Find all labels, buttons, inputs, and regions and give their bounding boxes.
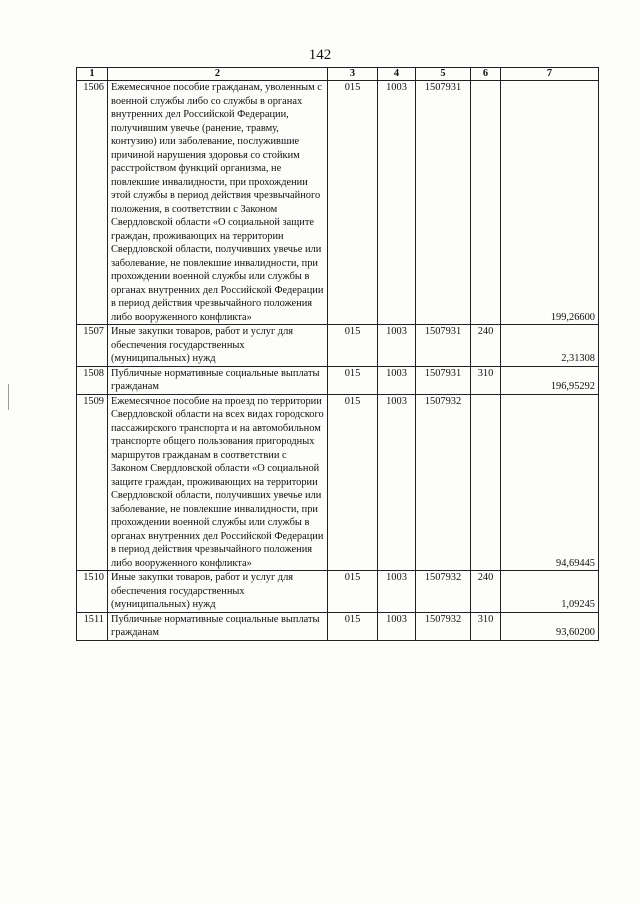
header-cell: 2 [108, 68, 328, 81]
row-code: 1511 [77, 612, 108, 640]
row-col4: 1003 [378, 366, 416, 394]
row-amount: 196,95292 [501, 366, 599, 394]
row-name: Иные закупки товаров, работ и услуг для обеспечения государственных (муниципальных) нужд [108, 571, 328, 613]
row-col3: 015 [328, 81, 378, 325]
header-cell: 4 [378, 68, 416, 81]
row-code: 1508 [77, 366, 108, 394]
row-col4: 1003 [378, 571, 416, 613]
row-code: 1507 [77, 325, 108, 367]
row-col6: 310 [471, 612, 501, 640]
table-row [77, 394, 599, 571]
row-col3: 015 [328, 571, 378, 613]
row-col6: 240 [471, 571, 501, 613]
row-code: 1506 [77, 81, 108, 325]
row-code: 1510 [77, 571, 108, 613]
row-amount: 1,09245 [501, 571, 599, 613]
row-col4: 1003 [378, 612, 416, 640]
row-name: Иные закупки товаров, работ и услуг для обеспечения государственных (муниципальных) нужд [108, 325, 328, 367]
table-row [77, 366, 599, 394]
row-col4: 1003 [378, 394, 416, 571]
row-col3: 015 [328, 394, 378, 571]
row-amount: 2,31308 [501, 325, 599, 367]
row-name: Ежемесячное пособие на проезд по территории Свердловской области на всех видах городского пассажирского транспорта и на автомобильном транспорте общего пользования пригородных маршрутов гражданам в соответствии с Законом Свердловской области «О социальной защите граждан, проживающих на территории Свердловской области, получивших увечье или заболевание, не повлекшие инвалидности, при прохождении военной службы или службы в органах внутренних дел Российской Федерации в период действия чрезвычайного положения либо вооруженного конфликта» [108, 394, 328, 571]
row-col3: 015 [328, 612, 378, 640]
row-code: 1509 [77, 394, 108, 571]
row-col4: 1003 [378, 325, 416, 367]
page-number: 142 [308, 47, 332, 63]
row-col5: 1507932 [416, 571, 471, 613]
header-row [77, 68, 599, 81]
row-name: Публичные нормативные социальные выплаты гражданам [108, 612, 328, 640]
row-name: Ежемесячное пособие гражданам, уволенным с военной службы либо со службы в органах внутренних дел Российской Федерации, получившим увечье (ранение, травму, контузию) или заболевание, послужившие причиной нарушения здоровья со стойким расстройством функций организма, не повлекшие инвалидности, при прохождении этой службы в период действия чрезвычайного положения, в соответствии с Законом Свердловской области «О социальной защите граждан, проживающих на территории Свердловской области, получивших увечье или заболевание, не повлекшие инвалидности, при прохождении военной службы или службы в органах внутренних дел Российской Федерации в период действия чрезвычайного положения либо вооруженного конфликта» [108, 81, 328, 325]
row-col3: 015 [328, 366, 378, 394]
table-row [77, 81, 599, 325]
row-amount: 93,60200 [501, 612, 599, 640]
header-cell: 3 [328, 68, 378, 81]
row-col4: 1003 [378, 81, 416, 325]
table-row [77, 325, 599, 367]
row-col5: 1507932 [416, 612, 471, 640]
table-row [77, 571, 599, 613]
row-col3: 015 [328, 325, 378, 367]
header-cell: 7 [501, 68, 599, 81]
margin-mark [8, 384, 9, 410]
row-name: Публичные нормативные социальные выплаты гражданам [108, 366, 328, 394]
row-col5: 1507931 [416, 325, 471, 367]
row-col6 [471, 81, 501, 325]
row-amount: 94,69445 [501, 394, 599, 571]
row-col5: 1507931 [416, 81, 471, 325]
header-cell: 5 [416, 68, 471, 81]
budget-table [76, 67, 599, 641]
row-col6 [471, 394, 501, 571]
row-col5: 1507932 [416, 394, 471, 571]
row-amount: 199,26600 [501, 81, 599, 325]
row-col6: 240 [471, 325, 501, 367]
header-cell: 1 [77, 68, 108, 81]
row-col5: 1507931 [416, 366, 471, 394]
table-row [77, 612, 599, 640]
row-col6: 310 [471, 366, 501, 394]
header-cell: 6 [471, 68, 501, 81]
